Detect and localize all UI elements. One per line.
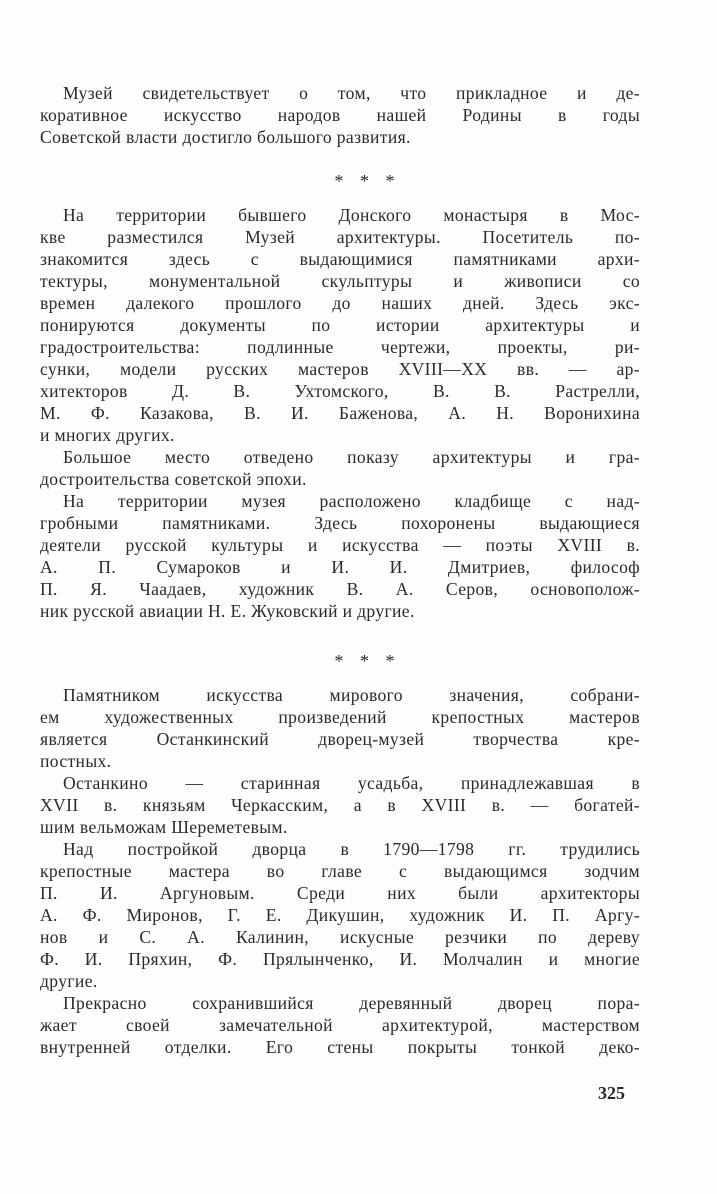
text-line: хитекторов Д. В. Ухтомского, В. В. Растрелли, [40,381,640,401]
text-line: и многих других. [40,425,175,445]
text-line: П. Я. Чаадаев, художник В. А. Серов, основополож- [40,579,640,599]
text-line: Прекрасно сохранившийся деревянный дворец пора- [63,993,640,1013]
text-line: Ф. И. Пряхин, Ф. Прялынченко, И. Молчалин и многие [40,949,640,969]
text-line: На территории музея расположено кладбище с над- [63,491,640,511]
text-line: кве разместился Музей архитектуры. Посетитель по- [40,227,640,247]
text-line: градостроительства: подлинные чертежи, проекты, ри- [40,337,640,357]
text-line: ник русской авиации Н. Е. Жуковский и другие. [40,601,415,621]
section-separator: * * * [334,171,401,191]
text-line: внутренней отделки. Его стены покрыты тонкой деко- [40,1037,640,1057]
text-line: времен далекого прошлого до наших дней. Здесь экс- [40,293,640,313]
page-number: 325 [598,1083,625,1103]
paragraph-block-architecture-museum [40,204,640,622]
text-line: Большое место отведено показу архитектуры и гра- [63,447,640,467]
text-line: гробными памятниками. Здесь похоронены выдающиеся [40,513,640,533]
text-line: другие. [40,971,98,991]
text-line: А. Ф. Миронов, Г. Е. Дикушин, художник И. П. Аргу- [40,905,640,925]
text-line: ем художественных произведений крепостных мастеров [40,707,640,727]
text-line: крепостные мастера во главе с выдающимся зодчим [40,861,640,881]
text-line: является Останкинский дворец-музей творчества кре- [40,729,640,749]
text-line: XVII в. князьям Черкасским, а в XVIII в. — богатей- [40,795,640,815]
text-line: знакомится здесь с выдающимися памятниками архи- [40,249,640,269]
section-separator: * * * [334,651,401,671]
paragraph-block-ostankino-palace [40,684,640,1058]
paragraph-block-museum-crafts [40,82,640,148]
text-line: достроительства советской эпохи. [40,469,307,489]
text-line: Над постройкой дворца в 1790—1798 гг. трудились [63,839,640,859]
text-line: коративное искусство народов нашей Родины в годы [40,105,640,125]
text-line: Музей свидетельствует о том, что прикладное и де- [63,83,640,103]
text-line: Советской власти достигло большого развития. [40,127,411,147]
text-line: сунки, модели русских мастеров XVIII—XX вв. — ар- [40,359,640,379]
text-line: постных. [40,751,112,771]
text-line: М. Ф. Казакова, В. И. Баженова, А. Н. Воронихина [40,403,640,423]
text-line: понируются документы по истории архитектуры и [40,315,640,335]
text-line: нов и С. А. Калинин, искусные резчики по дереву [40,927,640,947]
text-line: жает своей замечательной архитектурой, мастерством [40,1015,640,1035]
text-line: А. П. Сумароков и И. И. Дмитриев, философ [40,557,640,577]
text-line: Останкино — старинная усадьба, принадлежавшая в [63,773,640,793]
text-line: тектуры, монументальной скульптуры и живописи со [40,271,640,291]
text-line: шим вельможам Шереметевым. [40,817,288,837]
text-line: деятели русской культуры и искусства — поэты XVIII в. [40,535,640,555]
text-line: Памятником искусства мирового значения, собрани- [63,685,640,705]
text-line: На территории бывшего Донского монастыря в Мос- [63,205,640,225]
text-line: П. И. Аргуновым. Среди них были архитекторы [40,883,640,903]
